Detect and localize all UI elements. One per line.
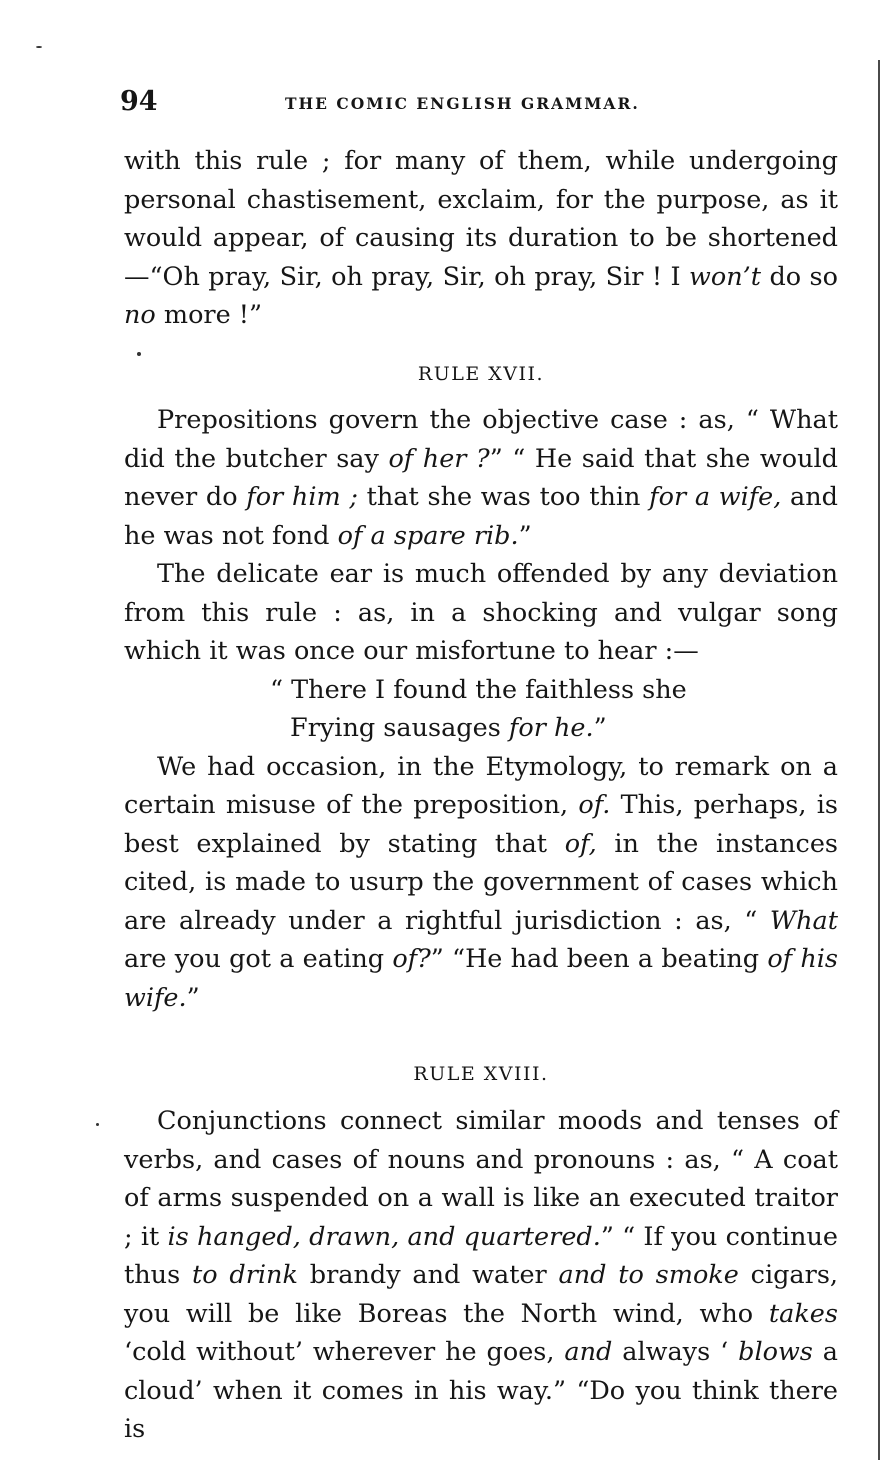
paragraph: We had occasion, in the Etymology, to remark on a certain misuse of the preposition, of. This, perhaps, is best explained by stating that of, in the instances cited, is made to usurp the government of cases which are already under a rightful jurisdiction : as, “ What are you got a eating of?” “He had been a beating of his wife.” [124,751,839,1013]
ink-speck [137,352,141,356]
verse-line: “ There I found the faithless she [270,674,687,705]
paragraph: The delicate ear is much offended by any deviation from this rule : as, in a shocking and vulgar song which it was once our misfortune to hear :— [124,559,838,666]
text-block-rule-xviii [124,1102,838,1449]
page-number: 94 [120,86,158,117]
ink-speck [96,1123,99,1126]
verse-line: Frying sausages for he.” [290,713,607,743]
page-header [120,86,840,120]
page-edge-line [878,60,880,1460]
text-block-top [124,142,838,335]
rule-heading: RULE XVII. [417,363,545,385]
text-block-rule-xvii [124,401,838,1017]
section-rule-xviii [124,1062,838,1086]
ink-speck [36,46,42,48]
section-rule-xvii [124,362,838,386]
running-title: THE COMIC ENGLISH GRAMMAR. [285,94,640,113]
paragraph: Prepositions govern the objective case : as, “ What did the butcher say of her ?” “ He said that she would never do for him ; that she was too thin for a wife, and he was not fond of a spare rib.” [124,405,838,551]
paragraph: with this rule ; for many of them, while undergoing personal chastisement, exclaim, for the purpose, as it would appear, of causing its duration to be shortened —“Oh pray, Sir, oh pray, Sir, oh pray, Sir ! I won’t do so no more !” [124,146,838,330]
rule-heading: RULE XVIII. [413,1063,549,1085]
paragraph: Conjunctions connect similar moods and tenses of verbs, and cases of nouns and pronouns : as, “ A coat of arms suspended on a wall is like an executed traitor ; it is hanged, drawn, and quartered.” “ If you continue thus to drink brandy and water and to smoke cigars, you will be like Boreas the North wind, who takes ‘cold without’ wherever he goes, and always ‘ blows a cloud’ when it comes in his way.” “Do you think there is [124,1106,839,1444]
